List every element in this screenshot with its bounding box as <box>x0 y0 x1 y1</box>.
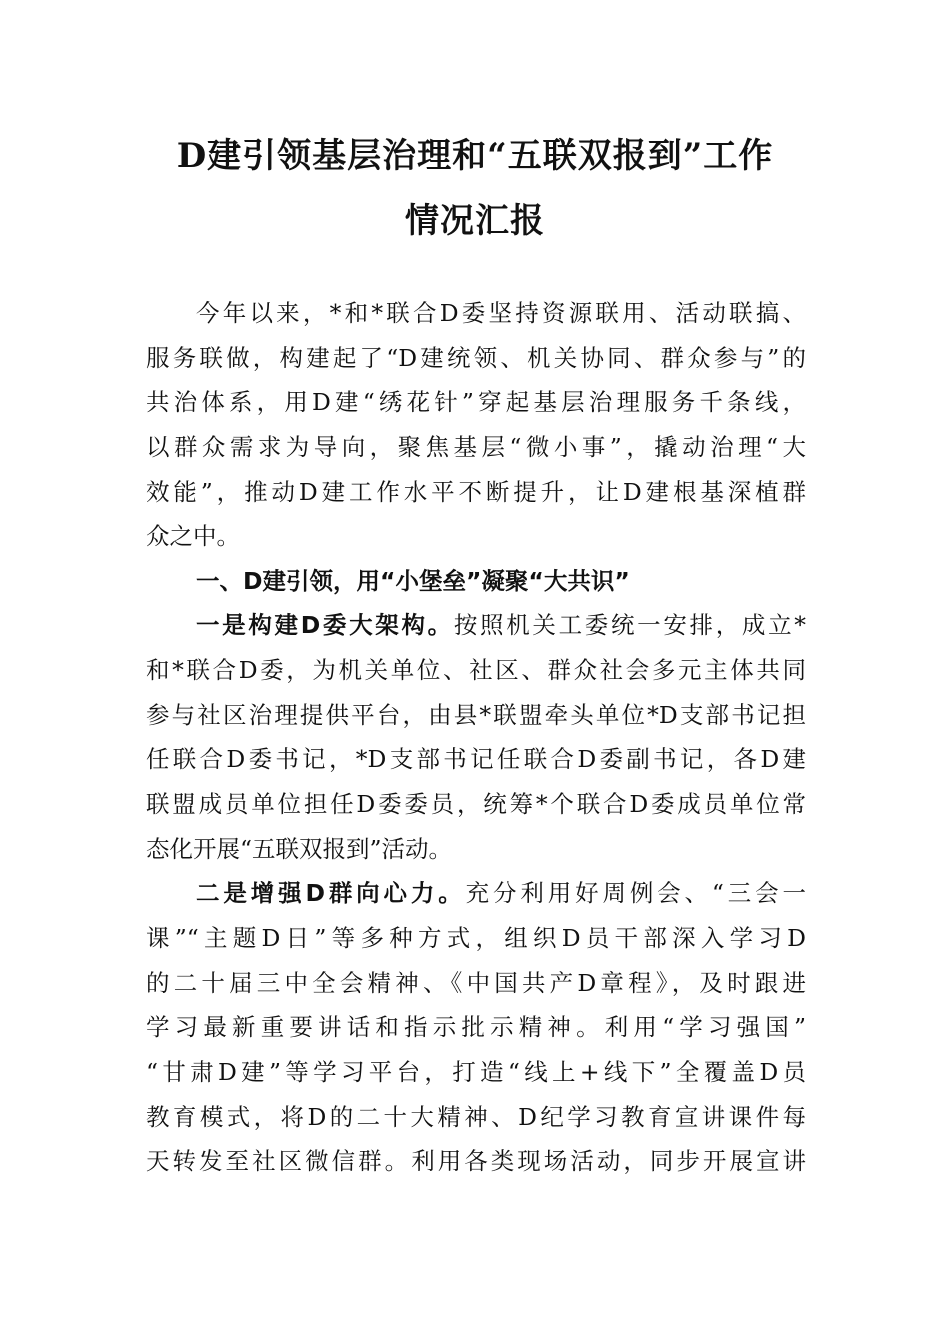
paragraph-line: 和*联合D委，为机关单位、社区、群众社会多元主体共同 <box>146 656 806 685</box>
paragraph-line: 任联合D委书记，*D支部书记任联合D委副书记，各D建 <box>146 745 806 774</box>
paragraph-text: 充分利用好周例会、“三会一 <box>465 879 807 908</box>
paragraph-line: 联盟成员单位担任D委委员，统筹*个联合D委成员单位常 <box>146 790 806 819</box>
document-title-line-1: D建引领基层治理和“五联双报到”工作 <box>176 136 774 176</box>
document-title-line-2: 情况汇报 <box>405 201 545 241</box>
paragraph-lead: 二是增强D群向心力。 <box>196 879 466 908</box>
paragraph-line: 教育模式，将D的二十大精神、D纪学习教育宣讲课件每 <box>146 1102 806 1131</box>
paragraph-line: 共治体系，用D建“绣花针”穿起基层治理服务千条线， <box>146 388 806 417</box>
paragraph-line <box>146 871 806 916</box>
paragraph-line <box>146 603 806 648</box>
paragraph-line: 以群众需求为导向，聚焦基层“微小事”，撬动治理“大 <box>146 432 806 461</box>
paragraph-line: 效能”，推动D建工作水平不断提升，让D建根基深植群 <box>146 477 806 506</box>
document-body <box>146 291 806 1184</box>
paragraph-line: 今年以来，*和*联合D委坚持资源联用、活动联搞、 <box>196 299 806 327</box>
paragraph-line: 天转发至社区微信群。利用各类现场活动，同步开展宣讲 <box>146 1147 806 1176</box>
section-heading: 一、D建引领，用“小堡垒”凝聚“大共识” <box>196 566 630 595</box>
paragraph-line: “甘肃D建”等学习平台，打造“线上+线下”全覆盖D员 <box>146 1057 806 1086</box>
paragraph-line: 态化开展“五联双报到”活动。 <box>146 834 453 863</box>
paragraph-line: 参与社区治理提供平台，由县*联盟牵头单位*D支部书记担 <box>146 700 806 729</box>
paragraph-text: 按照机关工委统一安排，成立* <box>453 611 807 640</box>
paragraph-line: 课”“主题D日”等多种方式，组织D员干部深入学习D <box>146 923 806 952</box>
paragraph-line: 的二十届三中全会精神、《中国共产D章程》，及时跟进 <box>146 968 806 997</box>
paragraph-line: 众之中。 <box>146 522 240 551</box>
paragraph-line: 服务联做，构建起了“D建统领、机关协同、群众参与”的 <box>146 343 806 372</box>
paragraph-line: 学习最新重要讲话和指示批示精神。利用“学习强国” <box>146 1013 806 1042</box>
paragraph-lead: 一是构建D委大架构。 <box>196 611 454 640</box>
